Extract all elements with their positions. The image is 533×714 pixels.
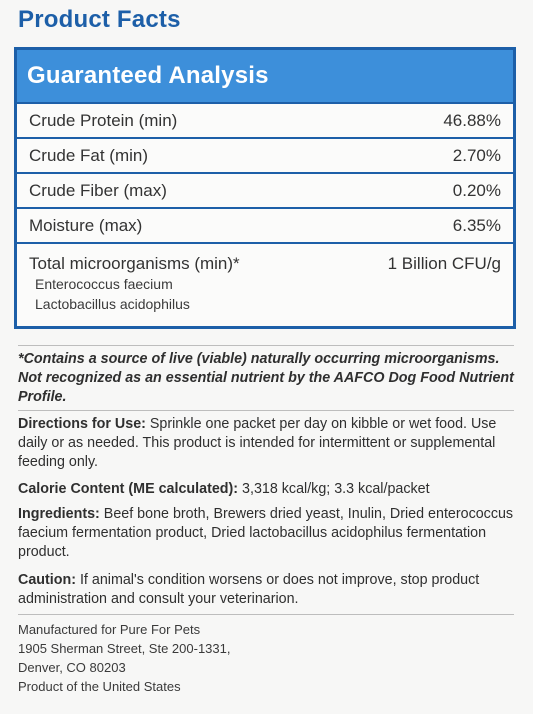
microorganisms-label: Total microorganisms (min)* xyxy=(29,254,240,273)
analysis-row-label: Crude Fiber (max) xyxy=(29,180,167,200)
analysis-row-moisture xyxy=(17,207,513,242)
strain-lactobacillus: Lactobacillus acidophilus xyxy=(35,296,190,312)
guaranteed-analysis-header: Guaranteed Analysis xyxy=(17,50,513,102)
strain-enterococcus: Enterococcus faecium xyxy=(35,276,173,292)
directions-for-use xyxy=(18,415,518,472)
analysis-row-value: 2.70% xyxy=(452,145,501,165)
analysis-row-value: 0.20% xyxy=(452,180,501,200)
manufacturer-line: 1905 Sherman Street, Ste 200-1331, xyxy=(18,641,231,656)
caution-text: If animal's condition worsens or does not improve, stop product administration and consult your veterinarion. xyxy=(18,572,480,607)
ingredients-label: Ingredients: xyxy=(18,506,100,522)
manufacturer-line: Product of the United States xyxy=(18,679,181,694)
analysis-row-crude-fat xyxy=(17,137,513,172)
analysis-row-microorganisms xyxy=(17,242,513,314)
ingredients-text: Beef bone broth, Brewers dried yeast, Inulin, Dried enterococcus faecium fermentation product, Dried lactobacillus acidophilus fermentation product. xyxy=(18,506,514,560)
analysis-row-value: 46.88% xyxy=(443,110,501,130)
directions-label: Directions for Use: xyxy=(18,416,146,432)
calorie-label: Calorie Content (ME calculated): xyxy=(18,481,239,497)
manufacturer-line: Denver, CO 80203 xyxy=(18,660,126,675)
analysis-row-crude-fiber xyxy=(17,172,513,207)
calorie-text: 3,318 kcal/kg; 3.3 kcal/packet xyxy=(238,481,430,497)
microorganisms-value: 1 Billion CFU/g xyxy=(387,254,501,273)
calorie-content xyxy=(18,480,518,499)
section-divider xyxy=(18,410,514,411)
guaranteed-analysis-box xyxy=(14,47,516,329)
caution xyxy=(18,571,518,609)
analysis-row-label: Moisture (max) xyxy=(29,215,143,235)
directions-text: Sprinkle one packet per day on kibble or wet food. Use daily or as needed. This product is intended for intermittent or supplemental feeding only. xyxy=(18,416,497,470)
caution-label: Caution: xyxy=(18,572,76,588)
ingredients xyxy=(18,505,518,562)
section-divider xyxy=(18,345,514,346)
page-title: Product Facts xyxy=(18,6,181,33)
footnote: *Contains a source of live (viable) naturally occurring microorganisms. Not recognized as an essential nutrient by the AAFCO Dog Food Nutrient Profile. xyxy=(18,351,514,405)
analysis-row-label: Crude Fat (min) xyxy=(29,145,149,165)
manufacturer-line: Manufactured for Pure For Pets xyxy=(18,622,201,637)
analysis-row-crude-protein xyxy=(17,102,513,137)
analysis-row-value: 6.35% xyxy=(452,215,501,235)
analysis-row-label: Crude Protein (min) xyxy=(29,110,178,130)
manufacturer-info xyxy=(18,620,230,696)
section-divider xyxy=(18,614,514,615)
